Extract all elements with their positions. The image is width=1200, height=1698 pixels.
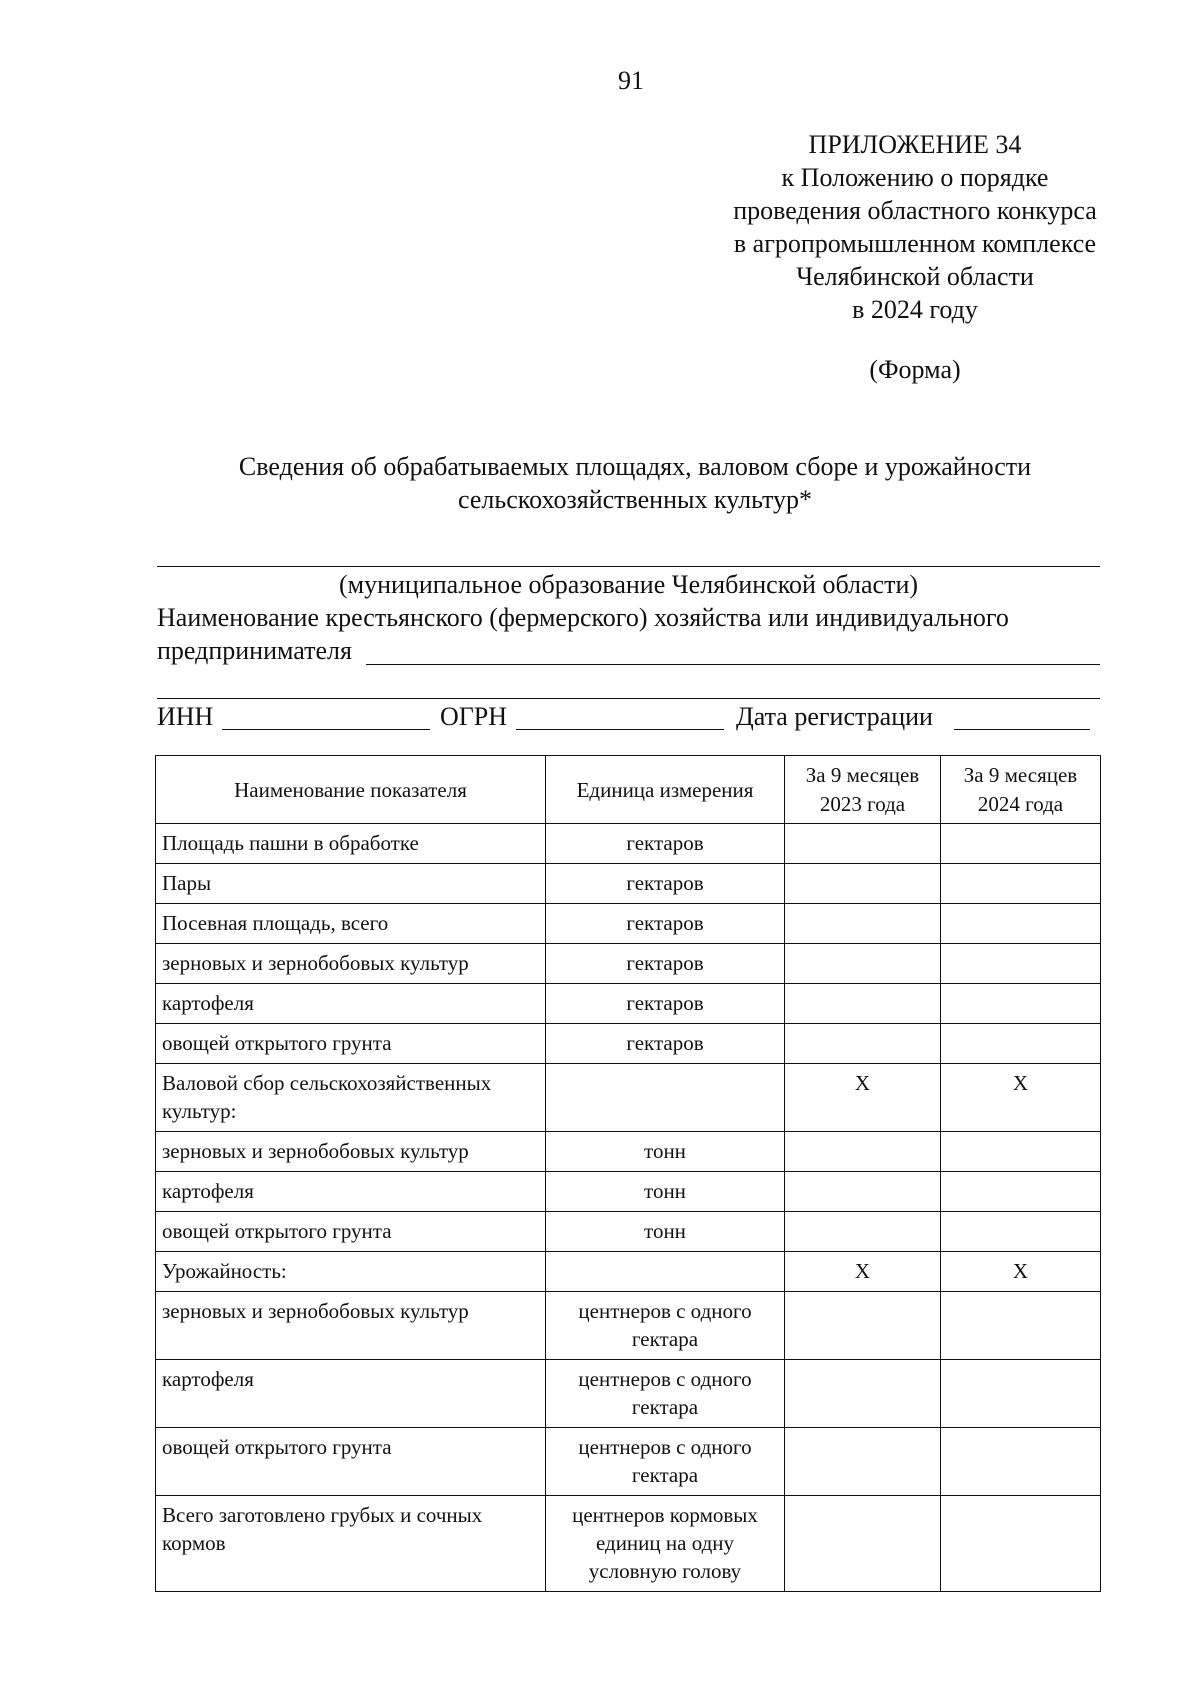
indicator-name: картофеля [156,1360,546,1428]
value-2023-cell[interactable] [785,1172,941,1212]
indicator-unit: гектаров [546,864,785,904]
indicator-unit: тонн [546,1212,785,1252]
table-row [156,904,1101,944]
table-row [156,1212,1101,1252]
value-2023-cell[interactable] [785,1132,941,1172]
inn-label: ИНН [157,702,214,731]
indicator-name: Площадь пашни в обработке [156,824,546,864]
value-2023-cell[interactable] [785,1292,941,1360]
indicator-name: Пары [156,864,546,904]
municipality-blank-line[interactable] [157,566,1100,567]
value-2024-cell: X [941,1064,1101,1132]
indicator-unit: центнеров кормовых единиц на одну условную голову [546,1496,785,1592]
value-2023-cell: X [785,1252,941,1292]
header-indicator: Наименование показателя [156,756,546,824]
value-2024-cell[interactable] [941,904,1101,944]
table-row [156,944,1101,984]
value-2023-cell[interactable] [785,1428,941,1496]
value-2024-cell[interactable] [941,1172,1101,1212]
indicator-name: Посевная площадь, всего [156,904,546,944]
value-2024-cell[interactable] [941,1496,1101,1592]
value-2024-cell[interactable] [941,864,1101,904]
indicator-name: Урожайность: [156,1252,546,1292]
value-2024-cell[interactable] [941,1292,1101,1360]
indicator-unit: гектаров [546,904,785,944]
table-row [156,824,1101,864]
value-2023-cell[interactable] [785,944,941,984]
header-unit: Единица измерения [546,756,785,824]
value-2023-cell[interactable] [785,1496,941,1592]
indicator-unit: гектаров [546,984,785,1024]
indicator-name: зерновых и зернобобовых культур [156,944,546,984]
table-row [156,1024,1101,1064]
page-number: 91 [618,66,644,95]
value-2024-cell[interactable] [941,1024,1101,1064]
appendix-line: проведения областного конкурса [733,196,1097,225]
table-row [156,1360,1101,1428]
farm-name-field-line2[interactable] [157,698,1100,699]
value-2024-cell[interactable] [941,1132,1101,1172]
appendix-line: Челябинской области [796,262,1034,291]
value-2023-cell[interactable] [785,824,941,864]
indicator-unit [546,1252,785,1292]
value-2024-cell[interactable] [941,824,1101,864]
municipality-caption: (муниципальное образование Челябинской области) [338,570,919,599]
value-2024-cell[interactable] [941,1212,1101,1252]
value-2023-cell[interactable] [785,1212,941,1252]
indicator-unit: центнеров с одного гектара [546,1292,785,1360]
appendix-header [700,128,1130,326]
value-2023-cell[interactable] [785,1024,941,1064]
table-row [156,1132,1101,1172]
indicator-name: овощей открытого грунта [156,1428,546,1496]
value-2023-cell: X [785,1064,941,1132]
indicator-name: зерновых и зернобобовых культур [156,1132,546,1172]
indicator-name: зерновых и зернобобовых культур [156,1292,546,1360]
value-2023-cell[interactable] [785,1360,941,1428]
value-2023-cell[interactable] [785,904,941,944]
farm-name-label: Наименование крестьянского (фермерского) хозяйства или индивидуального [157,603,1009,632]
indicator-name: Всего заготовлено грубых и сочных кормов [156,1496,546,1592]
indicator-unit: гектаров [546,944,785,984]
table-row [156,1496,1101,1592]
table-row [156,1252,1101,1292]
indicator-unit: гектаров [546,1024,785,1064]
value-2023-cell[interactable] [785,864,941,904]
indicator-name: Валовой сбор сельскохозяйственных культур: [156,1064,546,1132]
header-2024: За 9 месяцев 2024 года [941,756,1101,824]
indicator-unit: центнеров с одного гектара [546,1360,785,1428]
farm-name-field[interactable] [366,664,1100,665]
indicator-unit [546,1064,785,1132]
document-title [120,450,1150,516]
indicator-unit: центнеров с одного гектара [546,1428,785,1496]
table-header-row [156,756,1101,824]
value-2024-cell[interactable] [941,1428,1101,1496]
inn-field[interactable] [222,729,430,730]
appendix-line: в 2024 году [852,295,978,324]
registration-date-label: Дата регистрации [736,702,933,731]
indicator-name: картофеля [156,1172,546,1212]
registration-date-field[interactable] [954,729,1090,730]
form-label: (Форма) [869,355,961,384]
ogrn-field[interactable] [516,729,724,730]
indicators-table [155,755,1101,1592]
appendix-line: в агропромышленном комплексе [733,229,1097,258]
farm-name-label-cont: предпринимателя [157,636,352,665]
value-2024-cell[interactable] [941,1360,1101,1428]
indicator-name: овощей открытого грунта [156,1024,546,1064]
indicator-unit: тонн [546,1172,785,1212]
ogrn-label: ОГРН [440,702,508,731]
table-row [156,1064,1101,1132]
value-2024-cell[interactable] [941,984,1101,1024]
table-row [156,1428,1101,1496]
indicator-name: картофеля [156,984,546,1024]
value-2023-cell[interactable] [785,984,941,1024]
value-2024-cell[interactable] [941,944,1101,984]
indicator-unit: гектаров [546,824,785,864]
title-line: Сведения об обрабатываемых площадях, валовом сборе и урожайности [238,452,1032,481]
table-row [156,864,1101,904]
table-row [156,984,1101,1024]
indicator-name: овощей открытого грунта [156,1212,546,1252]
table-row [156,1172,1101,1212]
appendix-line: ПРИЛОЖЕНИЕ 34 [808,130,1022,159]
indicator-unit: тонн [546,1132,785,1172]
title-line: сельскохозяйственных культур* [458,485,812,514]
table-row [156,1292,1101,1360]
appendix-line: к Положению о порядке [781,163,1049,192]
value-2024-cell: X [941,1252,1101,1292]
header-2023: За 9 месяцев 2023 года [785,756,941,824]
